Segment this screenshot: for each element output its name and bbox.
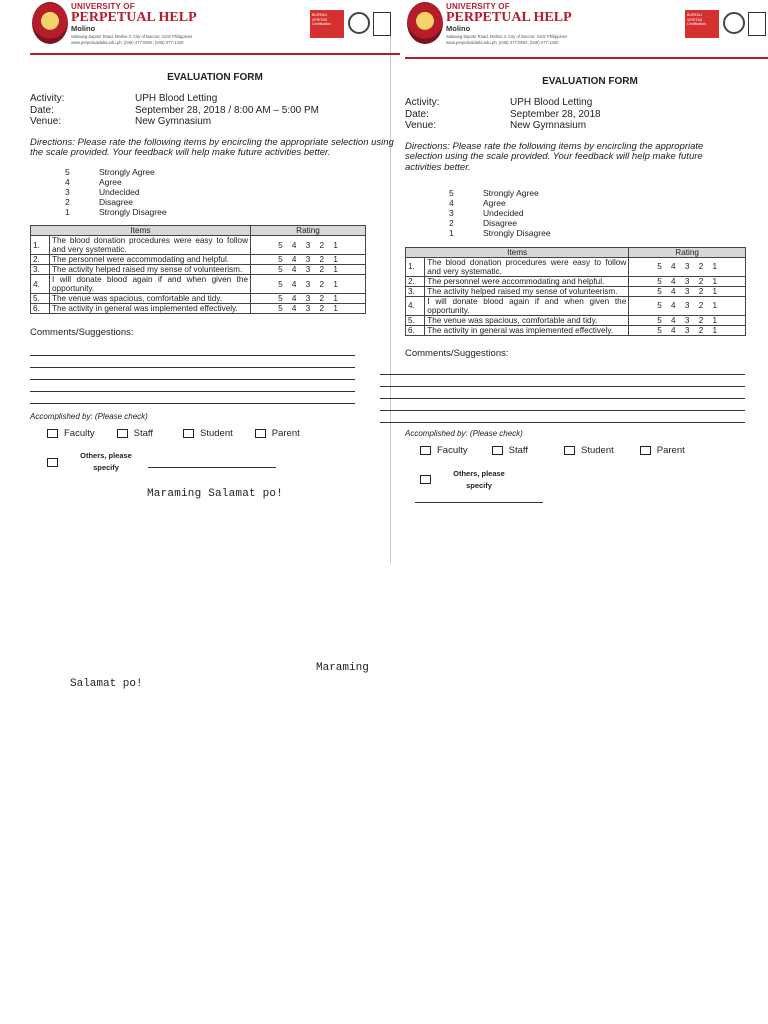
role-checkboxes [47,428,400,439]
university-name-line1: UNIVERSITY OF [446,2,510,11]
item-number: 1. [31,236,50,255]
item-number: 5. [31,294,50,304]
checkbox-staff[interactable] [117,428,153,439]
role-checkboxes [420,445,768,456]
item-number: 4. [31,275,50,294]
scale-label: Disagree [99,197,134,208]
certification-logos [310,10,392,38]
scale-label: Disagree [483,217,518,228]
rating-options[interactable]: 5 4 3 2 1 [251,294,366,304]
items-header: Items [31,226,251,236]
item-text: The blood donation procedures were easy to follow and very systematic. [50,236,251,255]
item-number: 2. [406,276,425,286]
date-value: September 28, 2018 / 8:00 AM – 5:00 PM [135,104,320,116]
table-row [31,304,366,314]
others-specify [420,468,768,492]
rating-options[interactable]: 5 4 3 2 1 [251,304,366,314]
comment-line[interactable] [380,411,745,423]
venue-label: Venue: [405,120,437,131]
item-number: 2. [31,255,50,265]
item-text: I will donate blood again if and when given the opportunity. [50,275,251,294]
university-name-line2: PERPETUAL HELP [71,10,197,25]
others-label-line2: specify [466,480,492,490]
university-contact: www.perpetualdalta.edu.ph; (046) 477-0602; (046) 477-1430 [446,39,559,45]
activity-details [405,97,768,132]
checkbox-others[interactable] [420,475,431,484]
university-seal-icon [32,2,68,44]
scale-number: 2 [65,197,70,208]
others-specify-blank[interactable] [415,492,543,503]
others-label [70,450,142,474]
certification-seal-icon [348,12,370,34]
university-header [405,0,768,62]
university-address: Salawag-Zapote Road, Molino 3, City of Bacoor, 4102 Philippines [446,33,568,39]
scale-number: 5 [449,187,454,198]
item-text: The activity helped raised my sense of volunteerism. [50,265,251,275]
header-rule [30,53,400,55]
scale-number: 5 [65,167,70,178]
comments-label: Comments/Suggestions: [405,347,509,359]
checkbox-label: Staff [133,428,153,440]
evaluation-table [30,225,366,314]
university-contact: www.perpetualdalta.edu.ph; (046) 477-0602; (046) 477-1430 [71,39,184,45]
checkbox-staff[interactable] [492,445,528,456]
university-name-block [446,3,572,45]
item-text: The activity helped raised my sense of volunteerism. [425,286,629,296]
checkbox-student[interactable] [183,428,233,439]
comment-line[interactable] [380,399,745,411]
directions-text: Directions: Please rate the following items by encircling the appropriate selection using the scale provided. Your feedback will help make future activities better. [30,136,394,159]
checkbox-faculty[interactable] [420,445,468,456]
bureau-veritas-badge: BUREAU VERITAS Certification [685,10,719,38]
evaluation-table [405,247,746,336]
table-row [406,286,746,296]
evaluation-form-left [30,0,400,500]
scale-label: Agree [99,177,122,188]
checkbox-box[interactable] [492,446,503,455]
scale-label: Strongly Disagree [483,227,551,238]
comments-lines[interactable] [30,344,400,404]
checkbox-box[interactable] [183,429,194,438]
rating-header: Rating [629,247,746,257]
directions-text: Directions: Please rate the following items by encircling the appropriate selection using the scale provided. Your feedback will help make future activities better. [405,140,704,174]
checkbox-label: Faculty [437,444,468,456]
form-title: EVALUATION FORM [167,72,263,83]
accomplished-by-label: Accomplished by: (Please check) [405,428,523,438]
others-specify-blank[interactable] [148,457,276,468]
anab-logo-icon [373,12,391,36]
university-header [30,0,400,62]
checkbox-student[interactable] [564,445,614,456]
activity-label: Activity: [30,93,65,104]
checkbox-box[interactable] [564,446,575,455]
scale-label: Strongly Agree [99,167,155,178]
comment-line[interactable] [380,387,745,399]
rating-options[interactable]: 5 4 3 2 1 [629,325,746,335]
checkbox-label: Parent [271,428,300,440]
checkbox-label: Student [200,428,233,440]
rating-options[interactable]: 5 4 3 2 1 [629,257,746,276]
item-number: 6. [406,325,425,335]
scale-number: 1 [65,207,70,218]
checkbox-faculty[interactable] [47,428,95,439]
rating-options[interactable]: 5 4 3 2 1 [629,315,746,325]
scale-label: Agree [483,197,506,208]
table-row [406,325,746,335]
scale-label: Undecided [483,207,524,218]
checkbox-box[interactable] [117,429,128,438]
rating-options[interactable]: 5 4 3 2 1 [251,236,366,255]
checkbox-box[interactable] [255,429,266,438]
certification-seal-icon [723,12,745,34]
rating-options[interactable]: 5 4 3 2 1 [629,296,746,315]
scale-label: Strongly Disagree [99,207,167,218]
date-label: Date: [405,108,429,120]
venue-value: New Gymnasium [135,116,212,127]
item-number: 3. [31,265,50,275]
form-title: EVALUATION FORM [542,76,638,87]
item-number: 3. [406,286,425,296]
stray-thanks-text-1: Maraming [316,662,369,674]
scale-number: 4 [65,177,70,188]
checkbox-label: Faculty [64,428,95,440]
comment-line[interactable] [30,380,355,392]
university-name-line2: PERPETUAL HELP [446,10,572,25]
table-row [406,315,746,325]
item-text: The activity in general was implemented effectively. [425,325,629,335]
item-text: The venue was spacious, comfortable and tidy. [425,315,629,325]
rating-scale-legend [65,167,400,217]
checkbox-label: Staff [508,444,528,456]
table-row [31,255,366,265]
scale-number: 1 [449,227,454,238]
checkbox-parent[interactable] [255,428,300,439]
university-seal-icon [407,2,443,44]
scale-number: 3 [65,187,70,198]
rating-options[interactable]: 5 4 3 2 1 [629,276,746,286]
table-row [31,294,366,304]
comment-line[interactable] [380,363,745,375]
comment-line[interactable] [30,368,355,380]
table-row [31,236,366,255]
university-address: Salawag-Zapote Road, Molino 3, City of Bacoor, 4102 Philippines [71,33,193,39]
scale-number: 4 [449,197,454,208]
item-number: 6. [31,304,50,314]
scale-number: 3 [449,207,454,218]
rating-header: Rating [251,226,366,236]
campus-name: Molino [71,24,96,33]
others-label-line1: Others, please [80,451,132,461]
item-number: 4. [406,296,425,315]
venue-value: New Gymnasium [510,120,587,131]
others-label [443,468,515,492]
checkbox-box[interactable] [420,446,431,455]
rating-scale-legend [449,188,768,238]
anab-logo-icon [748,12,766,36]
accomplished-by-label: Accomplished by: (Please check) [30,412,148,422]
bureau-veritas-badge: BUREAU VERITAS Certification [310,10,344,38]
thank-you-text: Maraming Salamat po! [146,488,284,501]
evaluation-form-right [405,0,768,503]
stray-thanks-text-2: Salamat po! [70,678,143,690]
university-name-line1: UNIVERSITY OF [71,2,135,11]
rating-options[interactable]: 5 4 3 2 1 [251,275,366,294]
item-text: The blood donation procedures were easy to follow and very systematic. [425,257,629,276]
comment-line[interactable] [30,356,355,368]
scale-number: 2 [449,217,454,228]
checkbox-box[interactable] [47,429,58,438]
comments-label: Comments/Suggestions: [30,327,134,339]
activity-value: UPH Blood Letting [510,97,593,108]
table-row [31,275,366,294]
activity-label: Activity: [405,97,440,108]
comment-line[interactable] [380,375,745,387]
checkbox-box[interactable] [640,446,651,455]
date-value: September 28, 2018 [510,108,601,120]
checkbox-label: Parent [656,444,685,456]
rating-options[interactable]: 5 4 3 2 1 [629,286,746,296]
campus-name: Molino [446,24,471,33]
table-row [406,296,746,315]
university-name-block [71,3,197,45]
certification-logos [685,10,767,38]
scale-label: Strongly Agree [483,187,539,198]
others-specify [47,450,400,474]
comment-line[interactable] [30,344,355,356]
item-number: 1. [406,257,425,276]
header-rule [405,57,768,59]
item-text: The personnel were accommodating and helpful. [425,276,629,286]
venue-label: Venue: [30,116,62,127]
comments-lines[interactable] [415,363,768,423]
checkbox-parent[interactable] [640,445,685,456]
item-text: The activity in general was implemented effectively. [50,304,251,314]
checkbox-others[interactable] [47,458,58,467]
items-header: Items [406,247,629,257]
others-label-line2: specify [93,463,119,473]
activity-value: UPH Blood Letting [135,93,218,104]
table-row [406,257,746,276]
rating-options[interactable]: 5 4 3 2 1 [251,255,366,265]
others-label-line1: Others, please [453,468,505,478]
checkbox-label: Student [581,444,614,456]
date-label: Date: [30,104,54,116]
item-text: The venue was spacious, comfortable and tidy. [50,294,251,304]
item-text: I will donate blood again if and when given the opportunity. [425,296,629,315]
rating-options[interactable]: 5 4 3 2 1 [251,265,366,275]
activity-details [30,93,400,128]
item-text: The personnel were accommodating and helpful. [50,255,251,265]
table-row [31,265,366,275]
scale-label: Undecided [99,187,140,198]
item-number: 5. [406,315,425,325]
table-row [406,276,746,286]
comment-line[interactable] [30,392,355,404]
